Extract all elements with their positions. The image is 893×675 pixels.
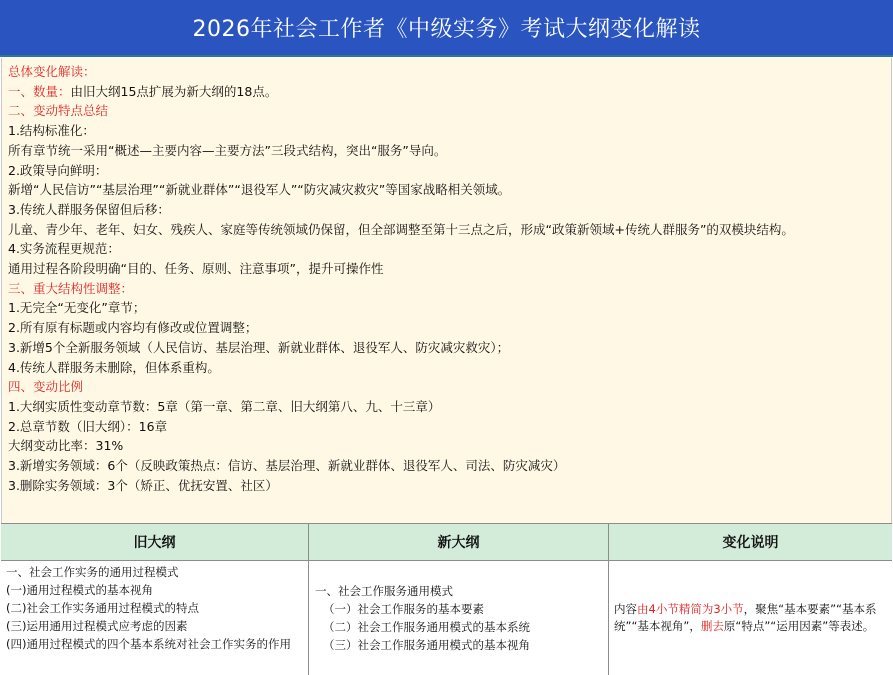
comparison-table-header xyxy=(1,523,892,561)
old-outline-line: (四)通用过程模式的四个基本系统对社会工作实务的作用 xyxy=(6,637,291,651)
old-outline-line: (二)社会工作实务通用过程模式的特点 xyxy=(6,601,199,615)
old-outline-cell xyxy=(1,561,309,675)
summary-quantity xyxy=(8,82,887,102)
note-text: 内容 xyxy=(614,601,637,616)
ratio-item: 3.新增实务领域：6个（反映政策热点：信访、基层治理、新就业群体、退役军人、司法、防灾减灾） xyxy=(8,458,566,474)
new-outline-line: （三）社会工作服务通用模式的基本视角 xyxy=(323,638,530,652)
note-text: 原“特点”“运用因素”等表述。 xyxy=(723,619,875,633)
feature-4-title: 4.实务流程更规范： xyxy=(8,241,120,257)
features-heading: 二、变动特点总结 xyxy=(8,103,109,119)
old-outline-line: (一)通用过程模式的基本视角 xyxy=(6,583,153,597)
column-header-change: 变化说明 xyxy=(722,535,779,551)
note-highlight: 删去 xyxy=(700,619,724,633)
new-outline-line: （二）社会工作服务通用模式的基本系统 xyxy=(323,620,530,634)
title-banner xyxy=(0,0,893,57)
summary-heading: 总体变化解读： xyxy=(8,64,96,79)
new-outline-cell xyxy=(309,561,609,675)
column-header-old: 旧大纲 xyxy=(1,524,309,560)
quantity-text: 由旧大纲15点扩展为新大纲的18点。 xyxy=(70,83,278,99)
feature-3-text: 儿童、青少年、老年、妇女、残疾人、家庭等传统领域仍保留，但全部调整至第十三点之后，形成“政策新领域+传统人群服务”的双模块结构。 xyxy=(8,221,794,237)
old-outline-line: 一、社会工作实务的通用过程模式 xyxy=(6,565,179,579)
new-outline-line: 一、社会工作服务通用模式 xyxy=(315,584,453,598)
ratio-item: 2.总章节数（旧大纲）：16章 xyxy=(8,418,168,434)
new-outline-line: （一）社会工作服务的基本要素 xyxy=(323,602,484,616)
change-note xyxy=(614,601,886,636)
ratio-heading: 四、变动比例 xyxy=(8,379,84,395)
column-header-new: 新大纲 xyxy=(309,524,609,560)
ratio-item: 大纲变动比率：31% xyxy=(8,438,124,454)
ratio-item: 1.大纲实质性变动章节数：5章（第一章、第二章、旧大纲第八、九、十三章） xyxy=(8,398,441,414)
feature-4-text: 通用过程各阶段明确“目的、任务、原则、注意事项”，提升可操作性 xyxy=(8,261,384,277)
feature-1-text: 所有章节统一采用“概述—主要内容—主要方法”三段式结构，突出“服务”导向。 xyxy=(8,142,447,158)
old-outline-line: (三)运用通用过程模式应考虑的因素 xyxy=(6,619,188,633)
structural-item: 1.无完全“无变化”章节； xyxy=(8,300,146,316)
structural-item: 2.所有原有标题或内容均有修改或位置调整； xyxy=(8,320,258,336)
structural-heading: 三、重大结构性调整： xyxy=(8,280,134,296)
summary-panel xyxy=(1,58,892,523)
feature-1-title: 1.结构标准化： xyxy=(8,123,95,139)
structural-item: 3.新增5个全新服务领域（人民信访、基层治理、新就业群体、退役军人、防灾减灾救灾）； xyxy=(8,339,510,355)
note-text: ，聚焦“基本要素”“基本系统”“基本视角”， xyxy=(614,601,877,633)
feature-2-title: 2.政策导向鲜明： xyxy=(8,162,108,178)
change-note-cell xyxy=(609,561,892,675)
feature-2-text: 新增“人民信访”“基层治理”“新就业群体”“退役军人”“防灾减灾救灾”等国家战略相关领域。 xyxy=(8,182,511,198)
ratio-item: 3.删除实务领域：3个（矫正、优抚安置、社区） xyxy=(8,477,278,493)
feature-3-title: 3.传统人群服务保留但后移： xyxy=(8,201,170,217)
structural-item: 4.传统人群服务未删除，但体系重构。 xyxy=(8,359,220,375)
page-title: 2026年社会工作者《中级实务》考试大纲变化解读 xyxy=(192,17,701,42)
quantity-label: 一、数量： xyxy=(8,83,71,99)
table-row xyxy=(1,561,892,675)
note-highlight: 由4小节精简为3小节 xyxy=(637,601,744,616)
